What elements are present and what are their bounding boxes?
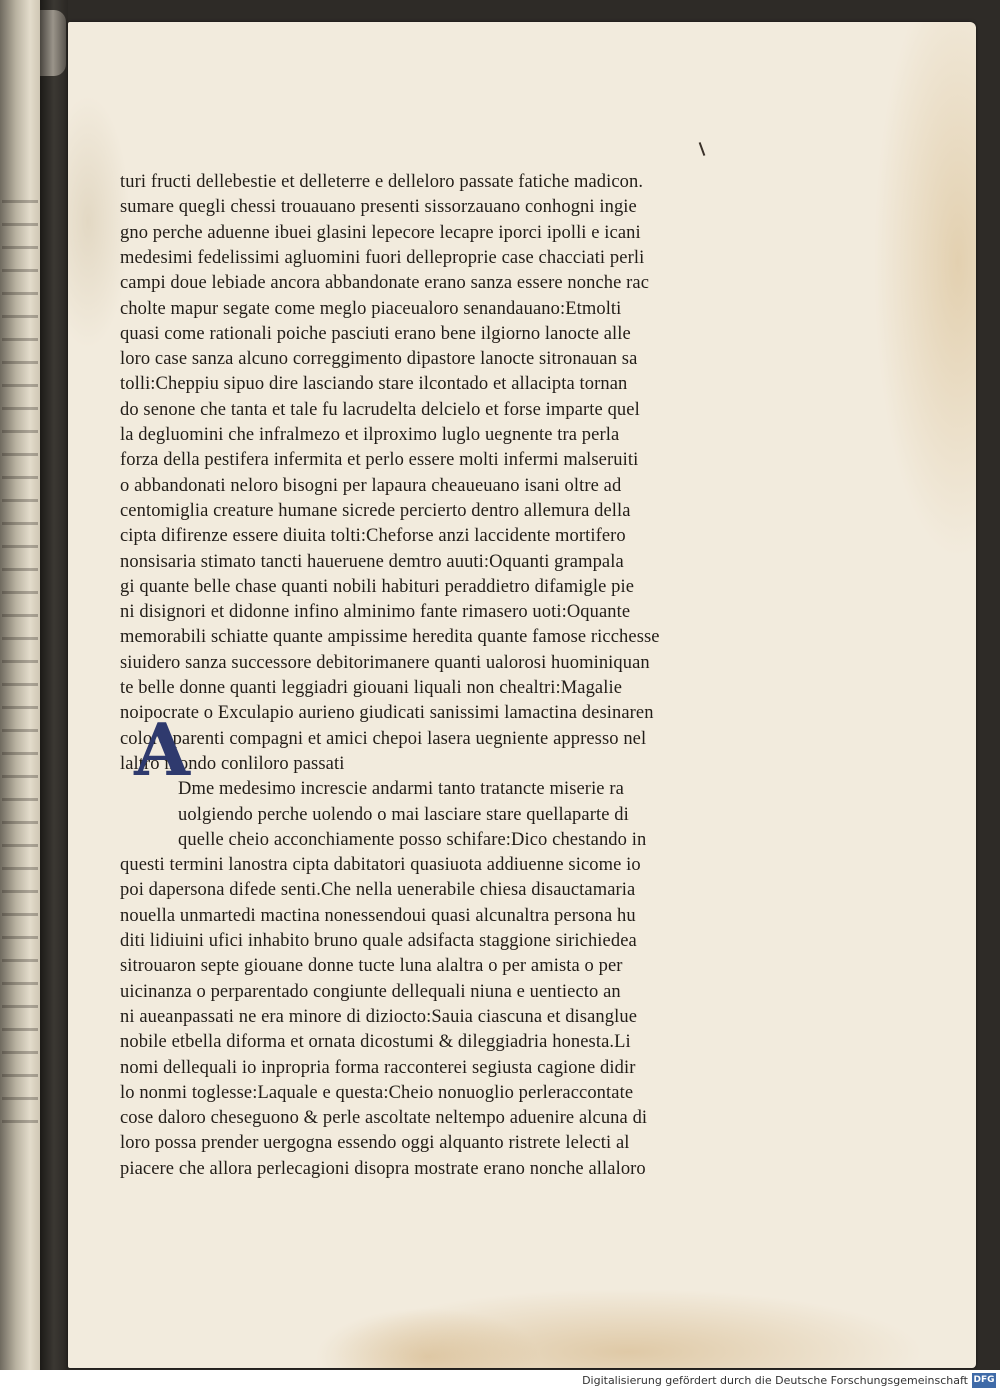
text-line: centomiglia creature humane sicrede percierto dentro allemura della: [120, 500, 631, 521]
text-line: ni aueanpassati ne era minore di diziocto:Sauia ciascuna et disanglue: [120, 1006, 638, 1027]
book-gutter: [40, 0, 68, 1370]
text-line: sumare quegli chessi trouauano presenti sissorzauano conhogni ingie: [120, 197, 637, 218]
text-line: coloro parenti compagni et amici chepoi lasera uegniente appresso nel: [120, 728, 647, 749]
text-line: uolgiendo perche uolendo o mai lasciare stare quellaparte di: [178, 804, 629, 825]
text-line: turi fructi dellebestie et delleterre e delleloro passate fatiche madicon.: [120, 172, 644, 192]
text-line: quasi come rationali poiche pasciuti erano bene ilgiorno lanocte alle: [120, 323, 631, 344]
text-line: nouella unmartedi mactina nonessendoui quasi alcunaltra persona hu: [120, 905, 636, 926]
text-line: lo nonmi toglesse:Laquale e questa:Cheio nonuoglio perleraccontate: [120, 1082, 634, 1103]
text-line: cholte mapur segate come meglo piaceualoro senandauano:Etmolti: [120, 298, 622, 319]
text-line: uicinanza o perparentado congiunte dellequali niuna e uentiecto an: [120, 981, 621, 1002]
text-line: memorabili schiatte quante ampissime heredita quante famose ricchesse: [120, 627, 660, 648]
text-line: quelle cheio acconchiamente posso schifare:Dico chestando in: [178, 829, 647, 850]
text-line: noipocrate o Exculapio aurieno giudicati sanissimi lamactina desinaren: [120, 703, 654, 724]
text-line: forza della pestifera infermita et perlo essere molti infermi malseruiti: [120, 450, 639, 471]
text-line: la degluomini che infralmezo et ilproximo luglo uegnente tra perla: [120, 425, 620, 445]
text-line: sitrouaron septe giouane donne tucte luna alaltra o per amista o per: [120, 956, 623, 977]
text-line: campi doue lebiade ancora abbandonate erano sanza essere nonche rac: [120, 273, 650, 294]
facing-page-text: [2, 200, 38, 1140]
text-line: loro possa prender uergogna essendo oggi alquanto ristrete lelecti al: [120, 1133, 630, 1154]
text-line: siuidero sanza successore debitorimanere quanti ualorosi huominiquan: [120, 652, 650, 673]
text-block: [120, 170, 770, 1179]
text-line: gno perche aduenne ibuei glasini lepecore lecapre iporci ipolli e icani: [120, 222, 641, 243]
text-line: Dme medesimo increscie andarmi tanto tratancte miserie ra: [178, 779, 624, 800]
page-mark: [699, 142, 706, 156]
text-line: nonsisaria stimato tancti haueruene demtro auuti:Oquanti grampala: [120, 551, 624, 572]
footer-text: Digitalisierung gefördert durch die Deutsche Forschungsgemeinschaft: [582, 1374, 968, 1387]
text-line: cose daloro cheseguono & perle ascoltate neltempo aduenire alcuna di: [120, 1108, 648, 1129]
page-clip: [40, 10, 66, 76]
decorated-initial: A: [134, 707, 190, 792]
text-line: medesimi fedelissimi agluomini fuori delleproprie case chacciati perli: [120, 247, 645, 268]
text-line: nomi dellequali io inpropria forma racconterei segiusta cagione didir: [120, 1057, 636, 1078]
text-line: piacere che allora perlecagioni disopra mostrate erano nonche allaloro: [120, 1158, 646, 1179]
text-line: questi termini lanostra cipta dabitatori quasiuota addiuenne sicome io: [120, 855, 641, 876]
facing-page-edge: [0, 0, 40, 1370]
text-line: laltro mondo conliloro passati: [120, 753, 345, 774]
text-line: tolli:Cheppiu sipuo dire lasciando stare ilcontado et allacipta tornan: [120, 374, 628, 395]
footer-bar: [0, 1370, 1000, 1393]
text-line: loro case sanza alcuno correggimento dipastore lanocte sitronauan sa: [120, 349, 638, 370]
text-line: te belle donne quanti leggiadri giouani liquali non chealtri:Magalie: [120, 678, 623, 698]
text-line: o abbandonati neloro bisogni per lapaura cheaueuano isani oltre ad: [120, 475, 622, 496]
dfg-logo: DFG: [972, 1373, 996, 1388]
text-line: do senone che tanta et tale fu lacrudelta delcielo et forse imparte quel: [120, 399, 640, 420]
text-line: poi dapersona difede senti.Che nella uenerabile chiesa disauctamaria: [120, 880, 636, 901]
text-line: diti lidiuini ufici inhabito bruno quale adsifacta staggione sirichiedea: [120, 931, 637, 951]
text-line: cipta difirenze essere diuita tolti:Cheforse anzi laccidente mortifero: [120, 526, 626, 547]
text-line: ni disignori et didonne infino alminimo fante rimasero uoti:Oquante: [120, 602, 631, 623]
text-line: gi quante belle chase quanti nobili habituri peraddietro difamigle pie: [120, 576, 635, 597]
text-line: nobile etbella diforma et ornata dicostumi & dileggiadria honesta.Li: [120, 1032, 631, 1053]
